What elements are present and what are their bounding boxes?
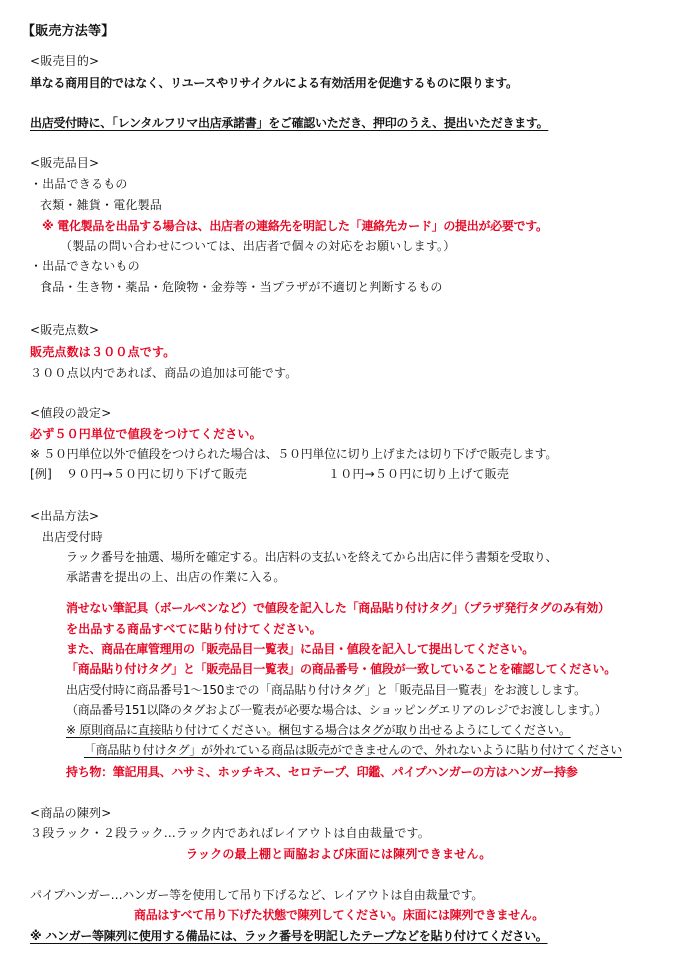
method-subheading: 出店受付時 xyxy=(42,530,104,544)
method-attach-directly: ※ 原則商品に直接貼り付けてください。梱包する場合はタグが取り出せるようにしてください。 xyxy=(66,723,571,737)
electric-contact-note: ※ 電化製品を出品する場合は、出店者の連絡先を明記した「連絡先カード」の提出が必要です。 xyxy=(42,219,548,233)
display-hanger-text: パイプハンガー…ハンガー等を使用して吊り下げるなど、レイアウトは自由裁量です。 xyxy=(30,888,484,902)
purpose-text: 単なる商用目的ではなく、リユースやリサイクルによる有効活用を促進するものに限ります。 xyxy=(30,76,518,90)
price-heading: <値段の設定> xyxy=(30,406,112,420)
method-tag-all-items: を出品する商品すべてに貼り付けてください。 xyxy=(66,622,322,636)
price-example-label: [例] xyxy=(30,467,52,481)
price-rule: 必ず５０円単位で値段をつけてください。 xyxy=(30,427,262,441)
method-inventory-list: また、商品在庫管理用の「販売品目一覧表」に品目・値段を記入して提出してください。 xyxy=(66,642,535,656)
count-note: ３００点以内であれば、商品の追加は可能です。 xyxy=(30,366,298,380)
display-rack-restriction: ラックの最上棚と両脇および床面には陳列できません。 xyxy=(186,847,492,861)
page-title: 【販売方法等】 xyxy=(22,24,115,39)
method-tag-instruction: 消せない筆記具（ボールペンなど）で値段を記入した「商品貼り付けタグ」（プラザ発行タグのみ有効） xyxy=(66,601,610,615)
method-extra-tags-note: （商品番号151以降のタグおよび一覧表が必要な場合は、ショッピングエリアのレジでお渡しします。） xyxy=(66,703,607,717)
allowed-items-heading: ・出品できるもの xyxy=(30,177,128,191)
purpose-submission-note: 出店受付時に、「レンタルフリマ出店承諾書」をご確認いただき、押印のうえ、提出いただきます。 xyxy=(30,116,549,130)
count-heading: <販売点数> xyxy=(30,323,100,337)
method-heading: <出品方法> xyxy=(30,509,100,523)
method-text-1: ラック番号を抽選、場所を確定する。出店料の支払いを終えてから出店に伴う書類を受取り、 xyxy=(66,550,558,564)
items-heading: <販売品目> xyxy=(30,156,100,170)
count-limit: 販売点数は３００点です。 xyxy=(30,345,176,359)
purpose-heading: <販売目的> xyxy=(30,54,100,68)
method-detached-tag-warning: 「商品貼り付けタグ」が外れている商品は販売ができませんので、外れないように貼り付けてください xyxy=(84,743,622,757)
display-equipment-note: ※ ハンガー等陳列に使用する備品には、ラック番号を明記したテープなどを貼り付けてください。 xyxy=(30,929,548,943)
method-tags-handover: 出店受付時に商品番号1～150までの「商品貼り付けタグ」と「販売品目一覧表」をお渡しします。 xyxy=(66,683,586,697)
display-hanger-restriction: 商品はすべて吊り下げた状態で陳列してください。床面には陳列できません。 xyxy=(134,908,544,922)
display-heading: <商品の陳列> xyxy=(30,806,112,820)
display-rack-text: ３段ラック・２段ラック…ラック内であればレイアウトは自由裁量です。 xyxy=(30,826,430,840)
forbidden-items-heading: ・出品できないもの xyxy=(30,259,140,273)
product-inquiry-note: （製品の問い合わせについては、出店者で個々の対応をお願いします。） xyxy=(60,239,456,253)
method-text-2: 承諾書を提出の上、出店の作業に入る。 xyxy=(66,570,286,584)
price-example-2: １０円→５０円に切り上げて販売 xyxy=(328,467,510,481)
allowed-items-list: 衣類・雑貨・電化製品 xyxy=(40,198,163,212)
price-example-1: ９０円→５０円に切り下げて販売 xyxy=(66,467,248,481)
method-match-check: 「商品貼り付けタグ」と「販売品目一覧表」の商品番号・値段が一致していることを確認してください。 xyxy=(66,662,616,676)
price-rounding-note: ※ ５０円単位以外で値段をつけられた場合は、５０円単位に切り上げまたは切り下げで販売します。 xyxy=(30,447,558,461)
method-belongings: 持ち物：筆記用具、ハサミ、ホッチキス、セロテープ、印鑑、パイプハンガーの方はハンガー持参 xyxy=(66,765,578,779)
forbidden-items-list: 食品・生き物・薬品・危険物・金券等・当プラザが不適切と判断するもの xyxy=(40,280,443,294)
